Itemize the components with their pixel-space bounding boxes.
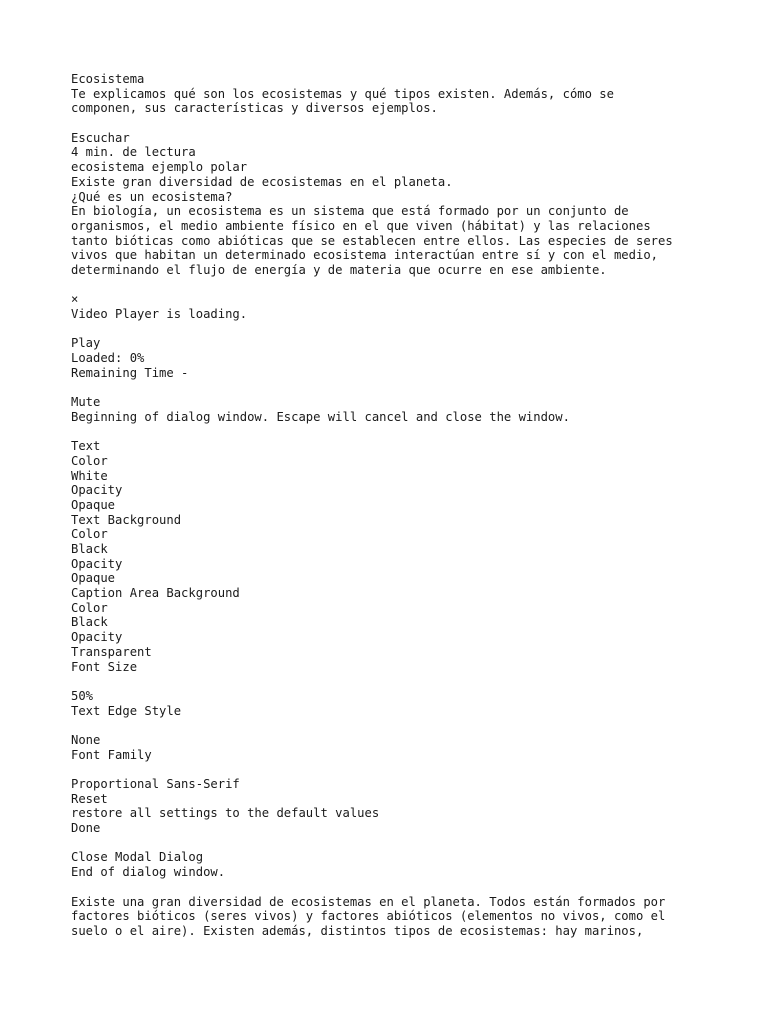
spacer xyxy=(71,380,751,395)
text-background-color-select[interactable]: Black xyxy=(71,542,108,556)
image-caption: Existe gran diversidad de ecosistemas en el planeta. xyxy=(71,174,453,189)
reset-button[interactable]: Reset xyxy=(71,791,108,806)
article-title: Ecosistema xyxy=(71,72,145,86)
caption-area-opacity-select[interactable]: Transparent xyxy=(71,644,152,659)
image-alt-text: ecosistema ejemplo polar xyxy=(71,160,248,175)
spacer xyxy=(71,425,751,440)
body-line-5: determinando el flujo de energía y de materia que ocurre en ese ambiente. xyxy=(71,262,607,277)
text-background-color-label: Color xyxy=(71,527,108,542)
play-button[interactable]: Play xyxy=(71,336,101,351)
read-time: 4 min. de lectura xyxy=(71,145,196,160)
text-edge-style-label: Text Edge Style xyxy=(71,703,182,718)
text-background-opacity-label: Opacity xyxy=(71,556,123,571)
text-edge-style-select[interactable]: None xyxy=(71,732,101,747)
close-modal-button[interactable]: Close Modal Dialog xyxy=(71,850,204,865)
article-intro-line-1: Te explicamos qué son los ecosistemas y qué tipos existen. Además, cómo se xyxy=(71,86,614,101)
body-line-4: vivos que habitan un determinado ecosistema interactúan entre sí y con el medio, xyxy=(71,248,658,263)
mute-button[interactable]: Mute xyxy=(71,395,101,410)
font-family-select[interactable]: Proportional Sans-Serif xyxy=(71,777,240,791)
text-opacity-select[interactable]: Opaque xyxy=(71,497,116,512)
section-heading: ¿Qué es un ecosistema? xyxy=(71,189,233,204)
text-color-select[interactable]: White xyxy=(71,468,108,483)
font-size-select[interactable]: 50% xyxy=(71,688,94,703)
spacer xyxy=(71,880,751,895)
video-loading-text: Video Player is loading. xyxy=(71,307,248,321)
dialog-start-text: Beginning of dialog window. Escape will cancel and close the window. xyxy=(71,409,570,424)
body-line-2: organismos, el medio ambiente físico en el que viven (hábitat) y las relaciones xyxy=(71,218,651,233)
font-size-label: Font Size xyxy=(71,659,138,674)
article-intro-line-2: componen, sus características y diversos ejemplos. xyxy=(71,101,438,116)
spacer xyxy=(71,718,751,733)
text-opacity-label: Opacity xyxy=(71,483,123,498)
text-background-opacity-select[interactable]: Opaque xyxy=(71,571,116,586)
spacer xyxy=(71,674,751,689)
spacer xyxy=(71,836,751,851)
spacer xyxy=(71,322,751,337)
done-button[interactable]: Done xyxy=(71,821,101,836)
footer-paragraph-line-1: Existe una gran diversidad de ecosistemas en el planeta. Todos están formados por xyxy=(71,894,666,909)
caption-area-label: Caption Area Background xyxy=(71,586,240,601)
text-settings-label: Text xyxy=(71,439,101,454)
loaded-progress: Loaded: 0% xyxy=(71,351,145,366)
spacer xyxy=(71,762,751,777)
footer-paragraph-line-2: factores bióticos (seres vivos) y factores abióticos (elementos no vivos, como el xyxy=(71,909,666,924)
body-line-3: tanto bióticas como abióticas que se establecen entre ellos. Las especies de seres xyxy=(71,233,673,248)
text-background-label: Text Background xyxy=(71,512,182,527)
caption-area-color-select[interactable]: Black xyxy=(71,615,108,630)
body-line-1: En biología, un ecosistema es un sistema que está formado por un conjunto de xyxy=(71,204,629,219)
spacer xyxy=(71,116,751,131)
reset-description: restore all settings to the default values xyxy=(71,806,380,821)
close-icon[interactable]: × xyxy=(71,292,79,307)
dialog-end-text: End of dialog window. xyxy=(71,865,226,880)
caption-area-color-label: Color xyxy=(71,600,108,615)
footer-paragraph-line-3: suelo o el aire). Existen además, distintos tipos de ecosistemas: hay marinos, xyxy=(71,923,644,938)
text-color-label: Color xyxy=(71,453,108,468)
caption-area-opacity-label: Opacity xyxy=(71,630,123,645)
spacer xyxy=(71,278,751,293)
page-content xyxy=(71,72,751,939)
remaining-time: Remaining Time - xyxy=(71,365,189,380)
font-family-label: Font Family xyxy=(71,747,152,762)
listen-button[interactable]: Escuchar xyxy=(71,130,130,145)
